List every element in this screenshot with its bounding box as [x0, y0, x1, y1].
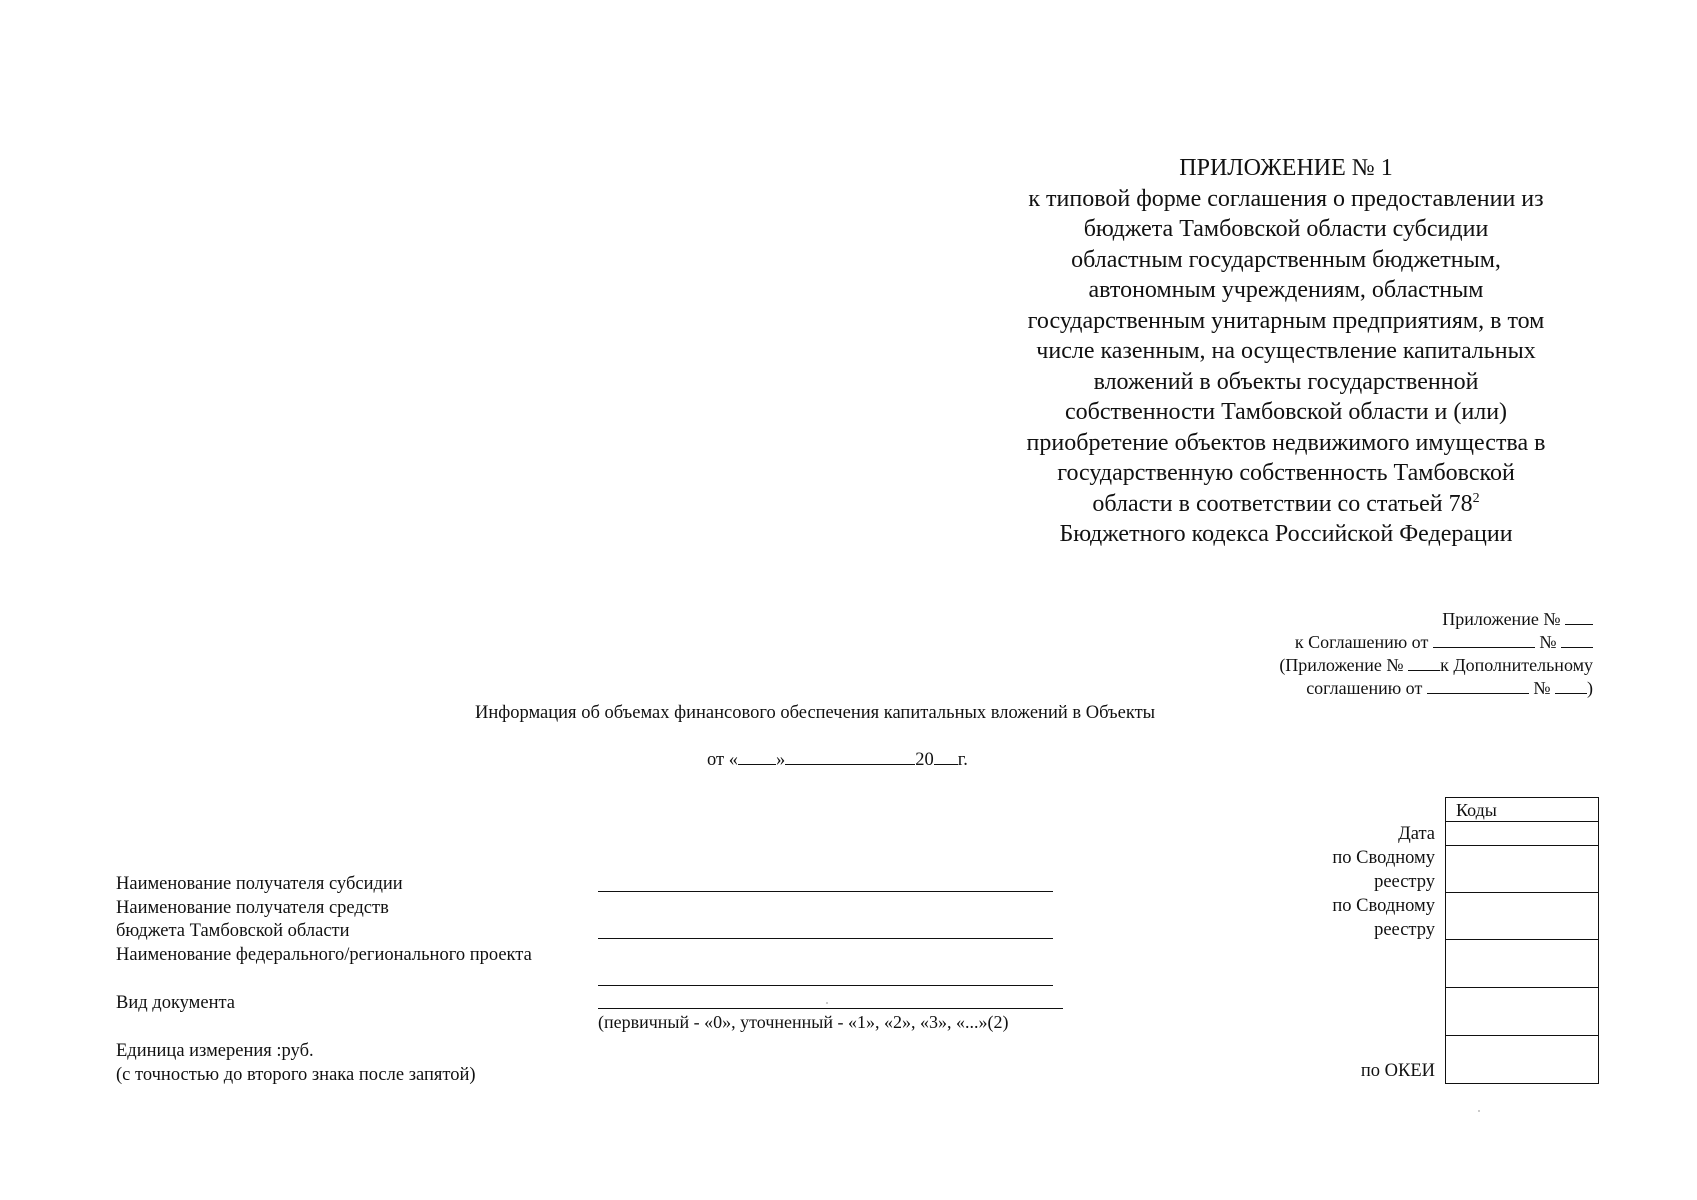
codes-header: Коды — [1446, 798, 1598, 822]
codes-cell-date[interactable] — [1446, 822, 1598, 846]
blank-line — [1555, 679, 1587, 694]
codes-table — [1445, 797, 1599, 1084]
ref-additional-date: соглашению от № ) — [1306, 678, 1593, 698]
label-unit: Единица измерения :руб. — [116, 1041, 314, 1061]
recipient-input-line[interactable] — [598, 891, 1053, 892]
appendix-line: к типовой форме соглашения о предоставлении из — [1028, 185, 1544, 212]
label-unit-note: (с точностью до второго знака после запятой) — [116, 1065, 476, 1085]
label-budget-recipient: Наименование получателя средств — [116, 898, 389, 918]
document-title: Информация об объемах финансового обеспечения капитальных вложений в Объекты — [475, 703, 1156, 723]
ref-additional: (Приложение № к Дополнительному — [1279, 655, 1593, 675]
codes-label-registry: по Сводному — [1332, 848, 1435, 868]
scan-speck — [826, 1002, 828, 1004]
blank-line — [1427, 679, 1529, 694]
appendix-line: Бюджетного кодекса Российской Федерации — [1059, 521, 1513, 547]
blank-line — [934, 750, 958, 765]
appendix-line: собственности Тамбовской области и (или) — [1064, 399, 1508, 425]
budget-recipient-input-line[interactable] — [598, 938, 1053, 939]
doc-type-hint: (первичный - «0», уточненный - «1», «2», «3», «...»(2) — [598, 1012, 1009, 1032]
codes-label-registry: реестру — [1374, 872, 1435, 892]
blank-line — [1433, 633, 1535, 648]
codes-cell-empty[interactable] — [1446, 988, 1598, 1036]
appendix-line: приобретение объектов недвижимого имущества в — [1026, 429, 1546, 456]
codes-cell-registry[interactable] — [1446, 893, 1598, 940]
label-doc-type: Вид документа — [116, 993, 236, 1013]
appendix-line: бюджета Тамбовской области субсидии — [1083, 216, 1489, 242]
appendix-line: областным государственным бюджетным, — [1071, 246, 1501, 273]
codes-cell-okei[interactable] — [1446, 1036, 1598, 1084]
ref-agreement: к Соглашению от № — [1279, 631, 1593, 654]
doc-type-input-line[interactable] — [598, 1008, 1063, 1009]
document-date: от « » 20 г. — [707, 750, 968, 770]
blank-line — [1565, 610, 1593, 625]
appendix-header — [992, 153, 1580, 550]
appendix-title: ПРИЛОЖЕНИЕ № 1 — [1179, 155, 1393, 181]
project-input-line[interactable] — [598, 985, 1053, 986]
appendix-line: государственным унитарным предприятиям, в том — [1027, 307, 1545, 334]
label-recipient: Наименование получателя субсидии — [116, 874, 403, 894]
label-budget-recipient-cont: бюджета Тамбовской области — [116, 921, 350, 941]
appendix-line: вложений в объекты государственной — [1093, 368, 1479, 395]
scan-speck — [1478, 1110, 1480, 1112]
blank-line — [1561, 633, 1593, 648]
appendix-article-line: области в соответствии со статьей $78^2$ — [1092, 490, 1480, 517]
codes-cell-registry[interactable] — [1446, 846, 1598, 893]
codes-label-okei: по ОКЕИ — [1360, 1061, 1435, 1081]
agreement-reference — [1279, 608, 1593, 700]
blank-line — [785, 750, 915, 765]
label-project: Наименование федерального/регионального проекта — [116, 945, 532, 965]
codes-label-registry: по Сводному — [1332, 896, 1435, 916]
ref-appendix-number: Приложение № — [1279, 608, 1593, 631]
codes-label-date: Дата — [1398, 824, 1435, 844]
appendix-line: автономным учреждениям, областным — [1088, 277, 1484, 303]
codes-cell-empty[interactable] — [1446, 940, 1598, 988]
appendix-line: государственную собственность Тамбовской — [1057, 460, 1515, 486]
article-superscript: 2 — [1472, 490, 1480, 506]
codes-label-registry: реестру — [1374, 920, 1435, 940]
blank-line — [1408, 656, 1440, 671]
appendix-line: числе казенным, на осуществление капитальных — [1036, 338, 1536, 364]
blank-line — [738, 750, 776, 765]
